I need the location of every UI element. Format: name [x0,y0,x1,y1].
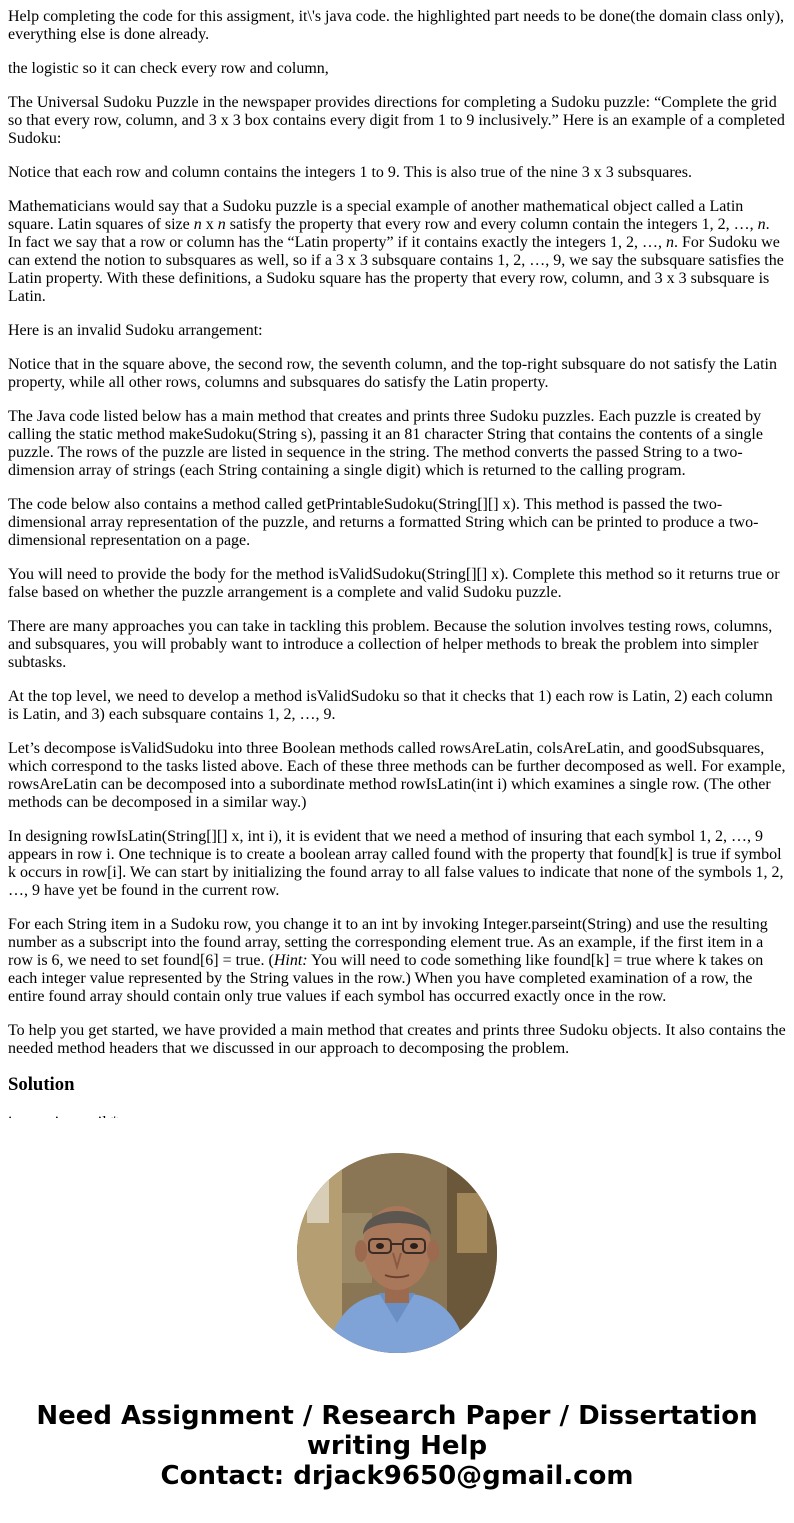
text-run: For each String item in a Sudoku row, you change it to an int by invoking Integer.parseint(String) and use the resulting number as a subscript into the found array, setting the corresponding element true. As an example, if the first item in a row is 6, we need to set found[6] = true. ( [8,916,768,969]
italic-n: n [757,216,766,233]
text-run: . In fact we say that a row or column has the “Latin property” if it contains exactly the integers 1, 2, …, [8,216,770,251]
text-run: x [201,216,218,233]
question-paragraph: In designing rowIsLatin(String[][] x, int i), it is evident that we need a method of insuring that each symbol 1, 2, …, 9 appears in row i. One technique is to create a boolean array called found with the property that found[k] is true if symbol k occurs in row[i]. We can start by initializing the found array to all false values to indicate that none of the symbols 1, 2, …, 9 have yet be found in the current row. [8,828,784,899]
solution-heading: Solution [8,1074,75,1095]
text-run: satisfy the property that every row and every column contain the integers 1, 2, …, [225,216,758,233]
italic-n: n [666,234,675,251]
text-run: Mathematicians would say that a Sudoku puzzle is a special example of another mathematical object called a Latin square. Latin squares of size [8,198,744,233]
ad-contact-line: Contact: drjack9650@gmail.com [160,1461,634,1491]
question-paragraph: The code below also contains a method called getPrintableSudoku(String[][] x). This method is passed the two-dimensional array representation of the puzzle, and returns a formatted String which can be printed to produce a two-dimensional representation on a page. [8,496,759,549]
help-advertisement [0,1118,794,1523]
question-paragraph: The Universal Sudoku Puzzle in the newspaper provides directions for completing a Sudoku puzzle: “Complete the grid so that every row, column, and 3 x 3 box contains every digit from 1 to 9 inclusively.” Here is an example of a completed Sudoku: [8,94,785,147]
italic-n: n [193,216,202,233]
avatar [297,1153,497,1353]
question-paragraph: Notice that in the square above, the second row, the seventh column, and the top-right subsquare do not satisfy the Latin property, while all other rows, columns and subsquares do satisfy the Latin property. [8,356,777,391]
text-run: . For Sudoku we can extend the notion to subsquares as well, so if a 3 x 3 subsquare contains 1, 2, …, 9, we say the subsquare satisfies the Latin property. With these definitions, a Sudoku square has the property that every row, column, and 3 x 3 subsquare is Latin. [8,234,784,305]
question-paragraph: At the top level, we need to develop a method isValidSudoku so that it checks that 1) each row is Latin, 2) each column is Latin, and 3) each subsquare contains 1, 2, …, 9. [8,688,773,723]
portrait-image [297,1153,497,1353]
text-run: You will need to code something like found[k] = true where k takes on each integer value represented by the String values in the row.) When you have completed examination of a row, the entire found array should contain only true values if each symbol has occurred exactly once in the row. [8,952,764,1005]
question-paragraph: Help completing the code for this assigment, it\'s java code. the highlighted part needs to be done(the domain class only), everything else is done already. [8,8,785,43]
question-paragraph: Notice that each row and column contains the integers 1 to 9. This is also true of the nine 3 x 3 subsquares. [8,164,692,181]
question-paragraph: You will need to provide the body for the method isValidSudoku(String[][] x). Complete this method so it returns true or false based on whether the puzzle arrangement is a complete and valid Sudoku puzzle. [8,566,780,601]
latin-square-paragraph [8,198,786,306]
ad-line: Need Assignment / Research Paper / Dissertation [36,1401,758,1431]
question-paragraph: The Java code listed below has a main method that creates and prints three Sudoku puzzles. Each puzzle is created by calling the static method makeSudoku(String s), passing it an 81 character String that contains the contents of a single puzzle. The rows of the puzzle are listed in sequence in the string. The method converts the passed String to a two-dimension array of strings (each String containing a single digit) which is returned to the calling program. [8,408,763,479]
hint-paragraph [8,916,786,1006]
ad-line: writing Help [306,1431,488,1461]
contact-message [0,1401,794,1491]
question-paragraph: To help you get started, we have provided a main method that creates and prints three Sudoku objects. It also contains the needed method headers that we discussed in our approach to decomposing the problem. [8,1022,786,1057]
italic-n: n [217,216,226,233]
hint-label: Hint: [273,952,308,969]
question-paragraph: Let’s decompose isValidSudoku into three Boolean methods called rowsAreLatin, colsAreLatin, and goodSubsquares, which correspond to the tasks listed above. Each of these three methods can be further decomposed as well. For example, rowsAreLatin can be decomposed into a subordinate method rowIsLatin(int i) which examines a single row. (The other methods can be decomposed in a similar way.) [8,740,786,811]
question-paragraph: Here is an invalid Sudoku arrangement: [8,322,263,339]
question-paragraph: There are many approaches you can take in tackling this problem. Because the solution involves testing rows, columns, and subsquares, you will probably want to introduce a collection of helper methods to break the problem into simpler subtasks. [8,618,773,671]
question-paragraph: the logistic so it can check every row and column, [8,60,329,77]
